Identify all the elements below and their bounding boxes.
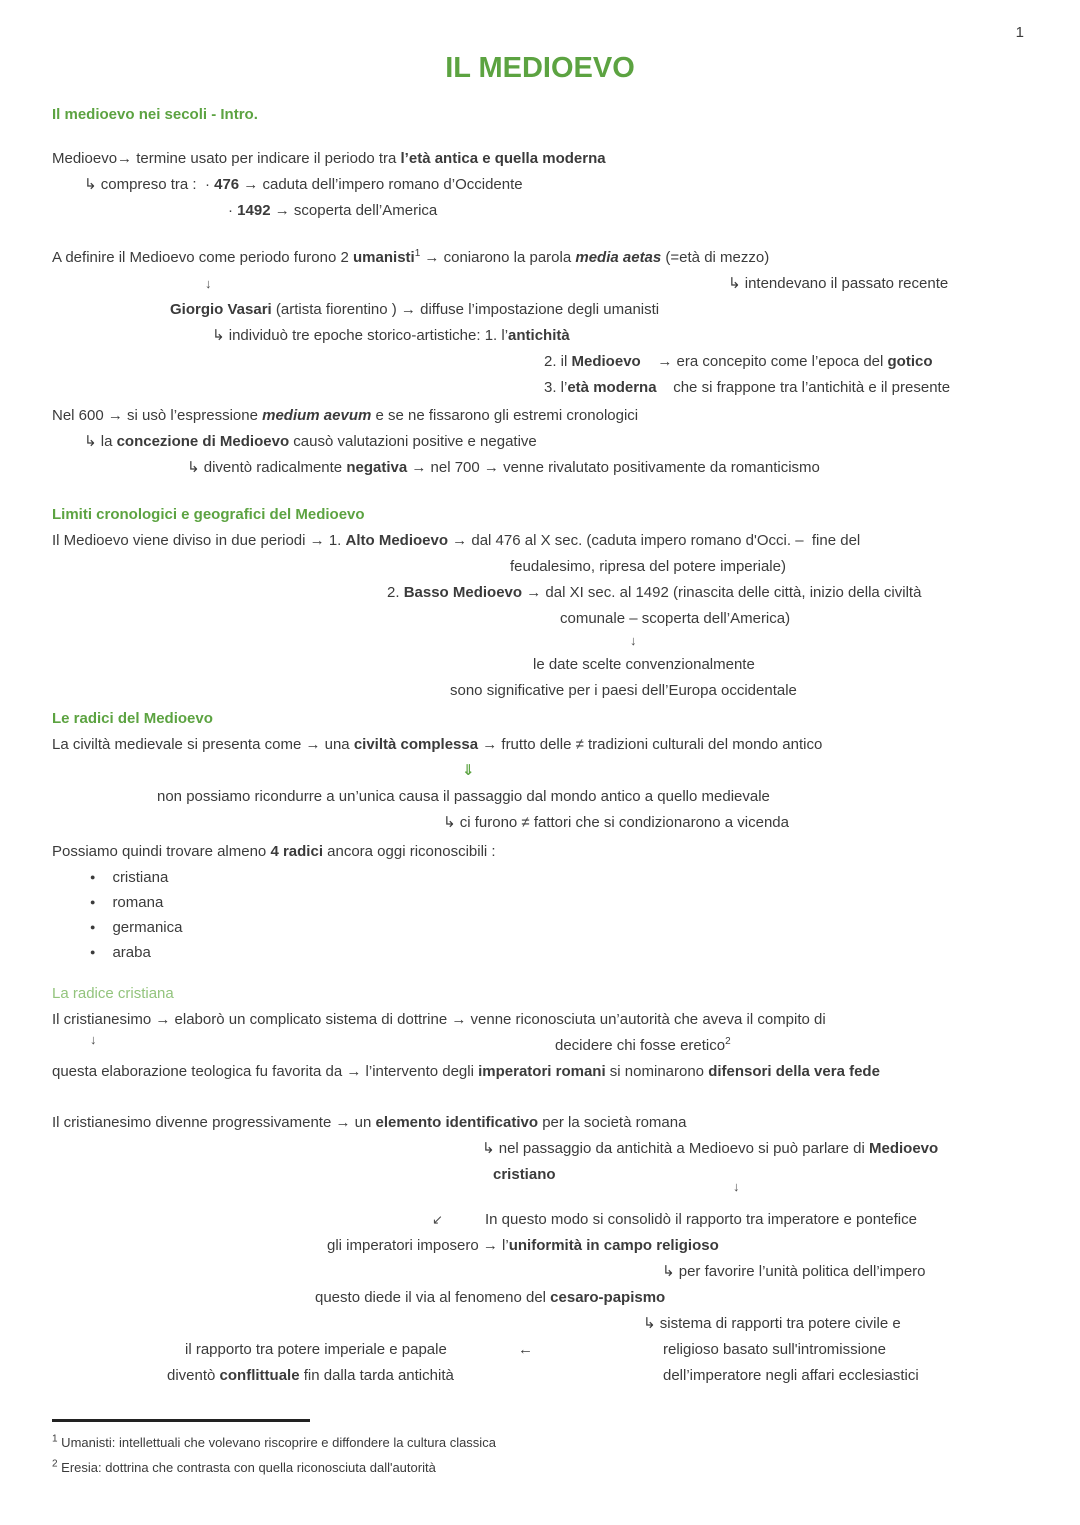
- col: [663, 1337, 886, 1363]
- text-segment: l’età antica e quella moderna: [400, 150, 606, 167]
- arrow-down-icon: ↓: [733, 1179, 740, 1194]
- text-segment: gli imperatori imposero → l’: [327, 1237, 509, 1254]
- text-segment: elemento identificativo: [375, 1114, 539, 1131]
- doc-line: [52, 198, 1028, 224]
- text-segment: Le radici del Medioevo: [52, 710, 213, 727]
- page-number: 1: [1015, 24, 1024, 41]
- text-segment: ↳ individuò tre epoche storico-artistiche: 1. l’: [212, 327, 509, 344]
- text-segment: ←: [518, 1341, 533, 1358]
- text-segment: cristiano: [493, 1166, 556, 1183]
- text-segment: antichità: [508, 327, 570, 344]
- text-segment: media aetas: [575, 249, 662, 266]
- col: [432, 1207, 443, 1233]
- text-segment: (artista fiorentino ) → diffuse l’impostazione degli umanisti: [271, 301, 660, 318]
- text-segment: 2. il: [544, 353, 572, 370]
- text-segment: → coniarono la parola: [420, 249, 576, 266]
- text-segment: e se ne fissarono gli estremi cronologici: [371, 407, 639, 424]
- text-segment: 3. l’: [544, 379, 568, 396]
- text-segment: 1: [414, 248, 421, 259]
- doc-line: [52, 455, 1028, 481]
- text-segment: Il cristianesimo → elaborò un complicato sistema di dottrine → venne riconosciuta un’autorità che aveva il compito di: [52, 1011, 826, 1028]
- text-segment: sono significative per i paesi dell’Europa occidentale: [450, 682, 797, 699]
- footnote: [52, 1430, 1028, 1455]
- doc-line: [52, 1285, 1028, 1311]
- text-segment: causò valutazioni positive e negative: [289, 433, 537, 450]
- doc-line: [52, 1363, 1028, 1389]
- text-segment: questo diede il via al fenomeno del: [315, 1289, 551, 1306]
- heading-radici: [52, 706, 1028, 732]
- text-segment: comunale – scoperta dell’America): [560, 610, 791, 627]
- text-segment: ↳ la: [84, 433, 117, 450]
- col: [518, 1337, 533, 1363]
- doc-line: [52, 1033, 1028, 1059]
- text-segment: fin dalla tarda antichità: [299, 1367, 454, 1384]
- text-segment: A definire il Medioevo come periodo furono 2: [52, 249, 354, 266]
- bullet-icon: ●: [90, 872, 96, 882]
- curved-arrow-icon: ↙: [432, 1212, 443, 1227]
- text-segment: La radice cristiana: [52, 985, 174, 1002]
- footnote-divider: [52, 1419, 310, 1422]
- text-segment: 1492: [237, 202, 271, 219]
- text-segment: religioso basato sull'intromissione: [663, 1341, 886, 1358]
- text-segment: → caduta dell’impero romano d’Occidente: [239, 176, 523, 193]
- text-segment: romana: [112, 894, 164, 911]
- bullet-icon: ●: [90, 947, 96, 957]
- col: [167, 1363, 454, 1389]
- text-segment: medium aevum: [262, 407, 372, 424]
- text-segment: In questo modo si consolidò il rapporto tra imperatore e pontefice: [485, 1211, 917, 1228]
- text-segment: Alto Medioevo: [345, 532, 449, 549]
- doc-lines: [52, 102, 1028, 1480]
- text-segment: diventò: [167, 1367, 220, 1384]
- text-segment: ↳ per favorire l’unità politica dell’impero: [662, 1263, 926, 1280]
- text-segment: La civiltà medievale si presenta come → una: [52, 736, 354, 753]
- text-segment: cesaro-papismo: [550, 1289, 666, 1306]
- doc-line: [52, 146, 1028, 172]
- text-segment: che si frappone tra l’antichità e il presente: [656, 379, 951, 396]
- text-segment: ↳ compreso tra : ·: [84, 176, 215, 193]
- text-segment: il rapporto tra potere imperiale e papale: [185, 1341, 447, 1358]
- heading-radice-cristiana: [52, 981, 1028, 1007]
- text-segment: conflittuale: [219, 1367, 300, 1384]
- text-segment: feudalesimo, ripresa del potere imperiale): [510, 558, 786, 575]
- text-segment: Il Medioevo viene diviso in due periodi → 1.: [52, 532, 346, 549]
- text-segment: Possiamo quindi trovare almeno: [52, 843, 271, 860]
- doc-line: [52, 940, 1028, 965]
- doc-line: [52, 865, 1028, 890]
- text-segment: si nominarono: [605, 1063, 709, 1080]
- text-segment: → scoperta dell’America: [270, 202, 438, 219]
- text-segment: germanica: [112, 919, 183, 936]
- doc-line: [52, 1207, 1028, 1233]
- doc-line: [52, 732, 1028, 758]
- text-segment: 2: [52, 1458, 58, 1470]
- text-segment: 4 radici: [270, 843, 323, 860]
- text-segment: le date scelte convenzionalmente: [533, 656, 755, 673]
- text-segment: ↳ ci furono ≠ fattori che si condizionarono a vicenda: [443, 814, 789, 831]
- heading-intro: [52, 102, 1028, 128]
- doc-line: [52, 678, 1028, 704]
- text-segment: civiltà complessa: [353, 736, 479, 753]
- text-segment: Il cristianesimo divenne progressivamente → un: [52, 1114, 376, 1131]
- text-segment: (=età di mezzo): [661, 249, 770, 266]
- doc-line: [52, 172, 1028, 198]
- doc-line: [52, 810, 1028, 836]
- doc-line: [52, 297, 1028, 323]
- doc-line: [52, 1110, 1028, 1136]
- text-segment: Nel 600 → si usò l’espressione: [52, 407, 263, 424]
- doc-line: [52, 580, 1028, 606]
- col: [185, 1337, 447, 1363]
- text-segment: difensori della vera fede: [708, 1063, 880, 1080]
- doc-line: [52, 403, 1028, 429]
- doc-line: [52, 1059, 1028, 1085]
- text-segment: Umanisti: intellettuali che volevano riscoprire e diffondere la cultura classica: [57, 1435, 496, 1450]
- doc-line: [52, 1162, 1028, 1188]
- doc-line: [52, 271, 1028, 297]
- text-segment: 476: [214, 176, 240, 193]
- doc-line: [52, 1337, 1028, 1363]
- arrow-down-icon: ↓: [205, 276, 212, 291]
- text-segment: decidere chi fosse eretico: [555, 1037, 726, 1054]
- text-segment: 2.: [387, 584, 404, 601]
- text-segment: → dal 476 al X sec. (caduta impero romano d'Occi. – fine del: [448, 532, 861, 549]
- page-title: IL MEDIOEVO: [445, 52, 635, 84]
- doc-line: [52, 1311, 1028, 1337]
- text-segment: uniformità in campo religioso: [508, 1237, 719, 1254]
- text-segment: → dal XI sec. al 1492 (rinascita delle città, inizio della civiltà: [522, 584, 922, 601]
- heading-limiti: [52, 502, 1028, 528]
- doc-line: [52, 323, 1028, 349]
- text-segment: Limiti cronologici e geografici del Medioevo: [52, 506, 365, 523]
- arrow-down-icon: ↓: [630, 633, 637, 648]
- col: [663, 1363, 919, 1389]
- text-segment: Giorgio Vasari: [170, 301, 272, 318]
- text-segment: dell’imperatore negli affari ecclesiastici: [663, 1367, 919, 1384]
- text-segment: concezione di Medioevo: [116, 433, 290, 450]
- doc-line: [52, 890, 1028, 915]
- text-segment: gotico: [887, 353, 933, 370]
- text-segment: → era concepito come l’epoca del: [640, 353, 888, 370]
- text-segment: ↳ sistema di rapporti tra potere civile e: [643, 1315, 901, 1332]
- doc-line: [52, 652, 1028, 678]
- text-segment: Medioevo: [868, 1140, 939, 1157]
- doc-line: [52, 839, 1028, 865]
- text-segment: Il medioevo nei secoli - Intro.: [52, 106, 258, 123]
- text-segment: ↳ nel passaggio da antichità a Medioevo si può parlare di: [482, 1140, 869, 1157]
- text-segment: Basso Medioevo: [403, 584, 523, 601]
- text-segment: → nel 700 → venne rivalutato positivamente da romanticismo: [407, 459, 820, 476]
- doc-line: [52, 1259, 1028, 1285]
- bullet-icon: ●: [90, 897, 96, 907]
- doc-line: [52, 784, 1028, 810]
- text-segment: Medioevo→ termine usato per indicare il periodo tra: [52, 150, 401, 167]
- text-segment: Medioevo: [571, 353, 641, 370]
- doc-line: [52, 375, 1028, 401]
- doc-line: [52, 429, 1028, 455]
- bullet-icon: ●: [90, 922, 96, 932]
- doc-line: [52, 915, 1028, 940]
- text-segment: umanisti: [353, 249, 415, 266]
- text-segment: non possiamo ricondurre a un’unica causa il passaggio dal mondo antico a quello medievale: [157, 788, 770, 805]
- double-down-arrow-icon: ⇓: [462, 762, 475, 779]
- text-segment: ↳ intendevano il passato recente: [728, 275, 949, 292]
- doc-line: [52, 245, 1028, 271]
- text-segment: cristiana: [112, 869, 169, 886]
- col: [485, 1207, 917, 1233]
- text-segment: 2: [725, 1036, 731, 1047]
- text-segment: negativa: [346, 459, 408, 476]
- text-segment: araba: [112, 944, 151, 961]
- arrow-down-icon: ↓: [90, 1032, 97, 1047]
- text-segment: imperatori romani: [478, 1063, 606, 1080]
- doc-line: [52, 1136, 1028, 1162]
- text-segment: questa elaborazione teologica fu favorita da → l’intervento degli: [52, 1063, 479, 1080]
- text-segment: ·: [228, 202, 238, 219]
- doc-line: [52, 1007, 1028, 1033]
- text-segment: ancora oggi riconoscibili :: [322, 843, 496, 860]
- doc-line: [52, 606, 1028, 632]
- doc-line: [52, 1233, 1028, 1259]
- text-segment: 1: [52, 1433, 58, 1445]
- text-segment: per la società romana: [538, 1114, 687, 1131]
- doc-line: [52, 528, 1028, 554]
- doc-line: [52, 758, 1028, 784]
- text-segment: età moderna: [567, 379, 657, 396]
- text-segment: Eresia: dottrina che contrasta con quella riconosciuta dall'autorità: [57, 1460, 436, 1475]
- text-segment: → frutto delle ≠ tradizioni culturali del mondo antico: [478, 736, 823, 753]
- text-segment: ↳ diventò radicalmente: [187, 459, 347, 476]
- footnote: [52, 1455, 1028, 1480]
- doc-line: [52, 554, 1028, 580]
- doc-line: [52, 349, 1028, 375]
